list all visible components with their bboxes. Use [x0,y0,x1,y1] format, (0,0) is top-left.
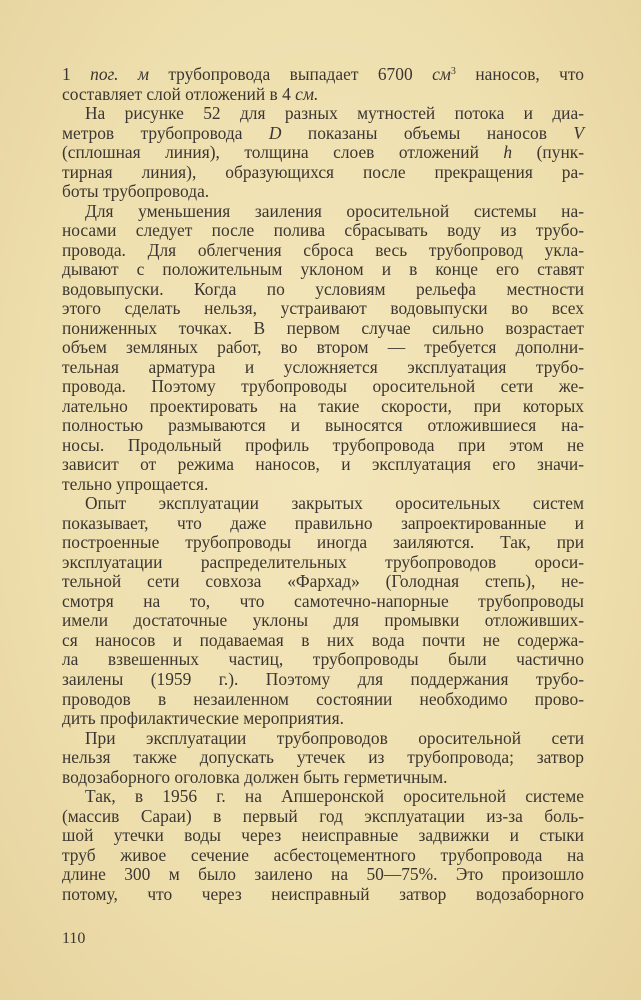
paragraph [62,729,584,788]
italic-term: см [432,64,451,84]
text-span: составляет слой отложений в 4 [62,83,296,104]
text-line: тирная линия), образующихся после прекращения ра- [62,161,584,182]
text-line: водовыпуски. Когда по условиям рельефа местности [62,278,584,299]
text-span: наносов, что [455,64,584,84]
text-line: проводов в незаиленном состоянии необходимо прово- [62,688,584,709]
italic-term: V [573,122,584,143]
text-line: тельной сети совхоза «Фархад» (Голодная степь), не- [62,571,584,592]
text-line: заилены (1959 г.). Поэтому для поддержания трубо- [62,668,584,689]
superscript: 3 [450,66,456,77]
text-line: провода. Для облегчения сброса весь трубопровод укла- [62,239,584,260]
text-line: длине 300 м было заилено на 50—75%. Это произошло [62,864,584,885]
page-number: 110 [62,930,86,947]
text-span: 1 [62,64,91,84]
text-line: ла взвешенных частиц, трубопроводы были частично [62,649,584,670]
text-line: водозаборного оголовка должен быть герметичным. [62,766,448,787]
paragraph [62,202,584,495]
paragraph [62,494,584,728]
text-line: носами следует после полива сбрасывать воду из трубо- [62,220,584,241]
text-line: дывают с положительным уклоном и в конце его ставят [62,259,584,280]
text-line [62,143,584,163]
text-line: нельзя также допускать утечек из трубопровода; затвор [62,747,584,768]
text-line: (массив Сараи) в первый год эксплуатации из-за боль- [62,805,584,826]
text-line: тельно упрощается. [62,473,209,494]
text-line [62,85,584,105]
text-line: имели достаточные уклоны для промывки отложивших- [62,610,584,631]
text-line: Опыт эксплуатации закрытых оросительных систем [85,493,584,514]
italic-term: D [268,122,282,143]
italic-term: пог. м [90,64,149,84]
text-line: На рисунке 52 для разных мутностей потока и диа- [85,103,584,124]
text-line: дить профилактические мероприятия. [62,708,344,729]
text-line [62,65,584,85]
text-line: боты трубопровода. [62,181,210,202]
italic-term: h [503,142,513,163]
text-line: построенные трубопроводы иногда заиляются. Так, при [62,532,584,553]
text-line: лательно проектировать на такие скорости, при которых [62,395,584,416]
text-line: этого сделать нельзя, устраивают водовыпуски во всех [62,298,584,319]
text-span: показаны объемы наносов [281,122,574,143]
text-line: смотря на то, что самотечно-напорные трубопроводы [62,590,584,611]
text-line: полностью размываются и выносятся отложившиеся на- [62,415,584,436]
paragraph [62,65,584,104]
text-line: ся наносов и подаваемая в них вода почти не содержа- [62,629,584,650]
text-line: труб живое сечение асбестоцементного трубопровода на [62,844,584,865]
paragraph [62,787,584,904]
text-line: Так, в 1956 г. на Апшеронской оросительной системе [85,786,584,807]
text-span: (пунк- [512,142,584,163]
text-line: Для уменьшения заиления оросительной системы на- [85,200,584,221]
text-line: эксплуатации распределительных трубопроводов ороси- [62,551,584,572]
text-line: провода. Поэтому трубопроводы оросительной сети же- [62,376,584,397]
text-line: объем земляных работ, во втором — требуется дополни- [62,337,584,358]
text-line: потому, что через неисправный затвор водозаборного [62,883,584,904]
text-line: тельная арматура и усложняется эксплуатация трубо- [62,356,584,377]
text-line [62,124,584,144]
italic-term: см. [295,83,319,104]
text-line: зависит от режима наносов, и эксплуатация его значи- [62,454,584,475]
text-span: трубопровода выпадает 6700 [148,64,433,84]
body-text [62,65,584,904]
text-line: носы. Продольный профиль трубопровода при этом не [62,434,584,455]
text-line: пониженных точках. В первом случае сильно возрастает [62,317,584,338]
text-line: шой утечки воды через неисправные задвижки и стыки [62,825,584,846]
paragraph [62,104,584,202]
text-span: метров трубопровода [62,122,269,143]
text-line: показывает, что даже правильно запроектированные и [62,512,584,533]
text-span: (сплошная линия), толщина слоев отложений [62,142,504,163]
text-line: При эксплуатации трубопроводов оросительной сети [85,727,584,748]
